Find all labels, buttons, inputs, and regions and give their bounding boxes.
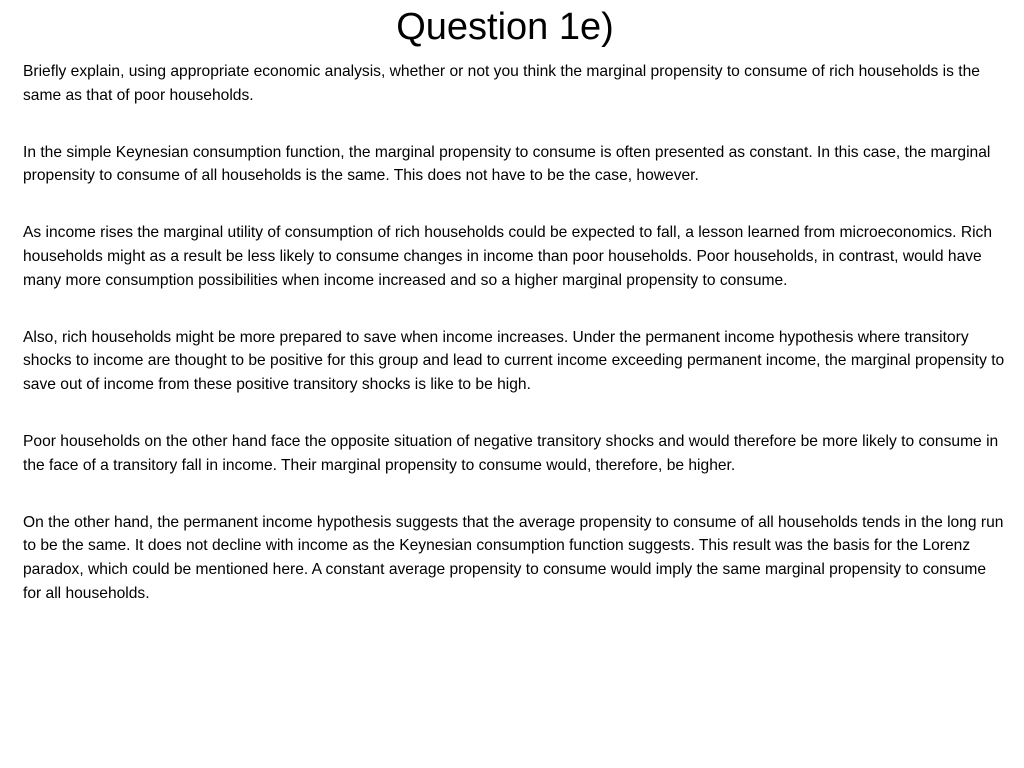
paragraph-permanent-income-rich: Also, rich households might be more prepared to save when income increases. Under the permanent income hypothesis where transitory shocks to income are thought to be positive for this group and lead to current income exceeding permanent income, the marginal propensity to save out of income from these positive transitory shocks is like to be high. <box>23 328 1005 394</box>
slide-body <box>23 60 1005 606</box>
paragraph-keynesian-function: In the simple Keynesian consumption function, the marginal propensity to consume is often presented as constant. In this case, the marginal propensity to consume of all households is the same. This does not have to be the case, however. <box>23 143 991 185</box>
paragraph-average-propensity: On the other hand, the permanent income hypothesis suggests that the average propensity to consume of all households tends in the long run to be the same. It does not decline with income as the Keynesian consumption function suggests. This result was the basis for the Lorenz paradox, which could be mentioned here. A constant average propensity to consume would imply the same marginal propensity to consume for all households. <box>23 513 1004 602</box>
paragraph-poor-households: Poor households on the other hand face the opposite situation of negative transitory shocks and would therefore be more likely to consume in the face of a transitory fall in income. Their marginal propensity to consume would, therefore, be higher. <box>23 432 999 474</box>
paragraph-marginal-utility: As income rises the marginal utility of consumption of rich households could be expected to fall, a lesson learned from microeconomics. Rich households might as a result be less likely to consume changes in income than poor households. Poor households, in contrast, would have many more consumption possibilities when income increased and so a higher marginal propensity to consume. <box>23 224 993 289</box>
slide-title: Question 1e) <box>396 6 614 48</box>
paragraph-question: Briefly explain, using appropriate economic analysis, whether or not you think the marginal propensity to consume of rich households is the same as that of poor households. <box>23 63 980 104</box>
